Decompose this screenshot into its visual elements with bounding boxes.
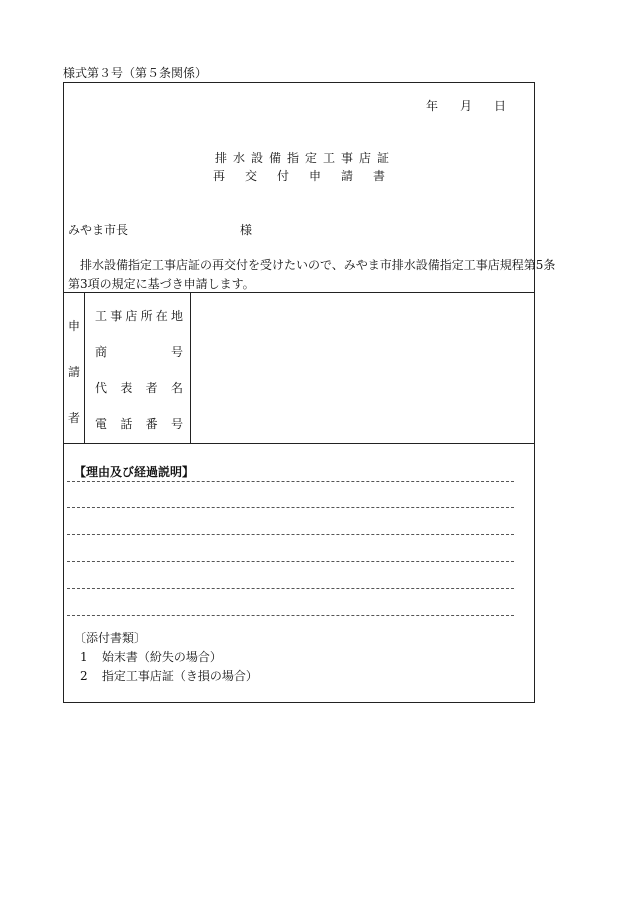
label-char: 電 (95, 417, 108, 431)
reason-section (74, 463, 524, 480)
date-year-label: 年 (425, 99, 438, 113)
addressee-name: みやま市長 (68, 223, 129, 237)
application-statement (68, 256, 556, 294)
statement-line-2: 第3項の規定に基づき申請します。 (68, 277, 255, 291)
label-representative (95, 379, 183, 396)
form-title (64, 149, 534, 185)
label-char: 号 (170, 345, 183, 359)
title-line-1: 排水設備指定工事店証 (214, 151, 395, 165)
statement-line-1: 排水設備指定工事店証の再交付を受けたいので、みやま市排水設備指定工事店規程第5条 (80, 258, 556, 272)
label-shop-address (95, 307, 183, 324)
side-char-2: 請 (68, 365, 81, 379)
label-char: 商 (95, 345, 108, 359)
reason-line-5[interactable] (67, 588, 514, 589)
label-char: 者 (145, 381, 158, 395)
applicant-field-values[interactable] (191, 293, 535, 443)
label-char: 事 (110, 309, 123, 323)
label-phone-number (95, 415, 183, 432)
label-char: 工 (95, 309, 108, 323)
label-char: 話 (120, 417, 133, 431)
label-char: 表 (120, 381, 133, 395)
label-char: 号 (170, 417, 183, 431)
reason-title: 【理由及び経過説明】 (74, 465, 195, 479)
applicant-field-labels (85, 293, 191, 443)
label-char: 在 (155, 309, 168, 323)
label-char: 代 (95, 381, 108, 395)
attachments-title: 〔添付書類〕 (74, 631, 147, 645)
addressee-honorific: 様 (240, 223, 253, 237)
attachment-item-1 (80, 648, 222, 665)
attachment-num-1: 1 (80, 650, 88, 664)
reason-line-2[interactable] (67, 507, 514, 508)
reason-line-3[interactable] (67, 534, 514, 535)
side-char-3: 者 (68, 411, 81, 425)
label-char: 店 (125, 309, 138, 323)
attachment-text-1: 始末書（紛失の場合） (101, 650, 222, 664)
date-day-label: 日 (493, 99, 506, 113)
applicant-side-label (63, 293, 85, 443)
label-char: 番 (145, 417, 158, 431)
reason-line-4[interactable] (67, 561, 514, 562)
reason-line-6[interactable] (67, 615, 514, 616)
side-char-1: 申 (68, 319, 81, 333)
applicant-section (63, 292, 535, 444)
reason-line-1[interactable] (67, 481, 514, 482)
form-number: 様式第３号（第５条関係） (63, 66, 208, 80)
label-trade-name (95, 343, 183, 360)
date-row (426, 97, 506, 114)
date-month-label: 月 (459, 99, 472, 113)
title-line-2: 再交付申請書 (212, 169, 405, 183)
label-char: 所 (140, 309, 153, 323)
application-form (63, 82, 556, 703)
attachment-num-2: 2 (80, 669, 88, 683)
label-char: 名 (170, 381, 183, 395)
attachment-item-2 (80, 667, 258, 684)
attachment-text-2: 指定工事店証（き損の場合） (101, 669, 258, 683)
label-char: 地 (170, 309, 183, 323)
